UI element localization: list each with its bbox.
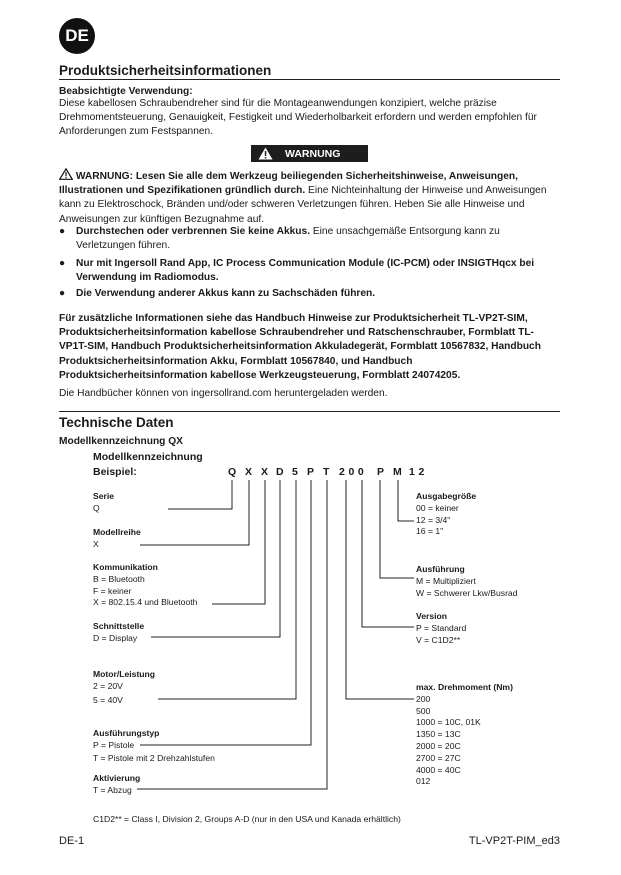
code-char: Q <box>228 466 237 478</box>
document-id: TL-VP2T-PIM_ed3 <box>468 835 560 847</box>
code-char: X <box>261 466 269 478</box>
spec-group <box>93 621 144 645</box>
spec-line: 2700 = 27C <box>416 752 461 763</box>
spec-line: V = C1D2** <box>416 634 461 645</box>
spec-group-title: Aktivierung <box>93 773 141 783</box>
code-char: 5 <box>292 466 298 478</box>
warning-label: WARNUNG <box>285 147 341 160</box>
code-char: P <box>377 466 385 478</box>
spec-group <box>416 611 466 646</box>
example-label: Beispiel: <box>93 466 137 478</box>
code-char: 12 <box>409 466 428 478</box>
spec-group-title: Schnittstelle <box>93 621 145 631</box>
spec-line: 12 = 3/4" <box>416 514 451 525</box>
spec-group <box>93 491 114 515</box>
footnote: C1D2** = Class I, Division 2, Groups A-D (nur in den USA und Kanada erhältlich) <box>93 814 401 824</box>
code-char: M <box>393 466 402 478</box>
spec-line: X <box>93 538 99 549</box>
spec-line: 16 = 1" <box>416 526 444 537</box>
section-title-tech: Technische Daten <box>59 415 174 430</box>
code-char: X <box>245 466 253 478</box>
intended-use-text: Diese kabellosen Schraubendreher sind für die Montageanwendungen konzipiert, welche präzise Drehmomentsteuerung, Genauigkeit, Festigkeit und Wiederholbarkeit erfordern und werden empfohlen für Anforderungen zum Festspannen. <box>59 98 537 138</box>
spec-line: Q <box>93 502 100 513</box>
bullet-dot-icon: ● <box>59 258 66 269</box>
spec-line: B = Bluetooth <box>93 573 145 584</box>
intended-use-title: Beabsichtigte Verwendung: <box>59 86 193 97</box>
bullet-bold: Nur mit Ingersoll Rand App, IC Process Communication Module (IC-PCM) oder INSIGTHqcx bei Verwendung im Radiomodus. <box>76 258 535 284</box>
spec-line: P = Pistole <box>93 739 135 750</box>
spec-line: W = Schwerer Lkw/Busrad <box>416 587 518 598</box>
spec-group <box>416 564 518 599</box>
spec-line: 5 = 40V <box>93 694 123 705</box>
warning-bold-text: WARNUNG: Lesen Sie alle dem Werkzeug beiliegenden Sicherheitshinweise, Anweisungen, Illustrationen und Spezifikationen gründlich durch. <box>59 171 518 197</box>
section-title-safety: Produktsicherheitsinformationen <box>59 63 272 78</box>
bullet-bold: Die Verwendung anderer Akkus kann zu Sachschäden führen. <box>76 288 376 299</box>
page-number: DE-1 <box>59 835 85 847</box>
spec-group-title: Ausführungstyp <box>93 728 160 738</box>
spec-line: M = Multipliziert <box>416 575 476 586</box>
spec-line: P = Standard <box>416 622 467 633</box>
spec-group-title: Motor/Leistung <box>93 669 156 679</box>
spec-group-title: Kommunikation <box>93 562 158 572</box>
spec-group <box>93 562 197 609</box>
code-char: T <box>323 466 330 478</box>
code-char: P <box>307 466 315 478</box>
spec-line: 1000 = 10C, 01K <box>416 717 481 728</box>
download-text: Die Handbücher können von ingersollrand.com heruntergeladen werden. <box>59 388 388 399</box>
spec-group <box>93 773 140 797</box>
bullet-dot-icon: ● <box>59 288 66 299</box>
spec-group <box>93 527 141 551</box>
bullet-text: Eine unsachgemäße Entsorgung kann zu Verletzungen führen. <box>76 226 500 252</box>
warning-text: Eine Nichteinhaltung der Hinweise und Anweisungen kann zu Elektroschock, Bränden und/oder schweren Verletzungen führen. Heben Sie alle Hinweise und Anweisungen zur künftigen Bezugnahme auf. <box>59 185 547 225</box>
spec-line: 200 <box>416 693 431 704</box>
bullet-dot-icon: ● <box>59 226 66 237</box>
spec-group-title: max. Drehmoment (Nm) <box>416 682 513 692</box>
spec-group-title: Ausführung <box>416 564 465 574</box>
spec-line: 012 <box>416 776 431 787</box>
spec-group-title: Version <box>416 611 448 621</box>
spec-group <box>416 491 476 538</box>
code-char: D <box>276 466 284 478</box>
spec-group <box>93 728 215 764</box>
spec-group-title: Modellreihe <box>93 527 141 537</box>
spec-group <box>416 682 513 788</box>
model-id-subtitle: Modellkennzeichnung QX <box>59 436 183 447</box>
spec-line: 500 <box>416 705 431 716</box>
language-badge: DE <box>59 18 95 54</box>
spec-line: 2 = 20V <box>93 680 123 691</box>
spec-line: 1350 = 13C <box>416 729 461 740</box>
spec-line: F = keiner <box>93 585 132 596</box>
spec-line: T = Abzug <box>93 784 132 795</box>
spec-group-title: Serie <box>93 491 115 501</box>
diagram-title: Modellkennzeichnung <box>93 451 203 463</box>
bullet-bold: Durchstechen oder verbrennen Sie keine Akkus. <box>76 226 311 237</box>
spec-line: D = Display <box>93 632 138 643</box>
spec-line: 00 = keiner <box>416 502 459 513</box>
spec-line: 2000 = 20C <box>416 740 461 751</box>
spec-line: X = 802.15.4 und Bluetooth <box>93 597 198 608</box>
spec-line: T = Pistole mit 2 Drehzahlstufen <box>93 752 215 763</box>
code-char: 200 <box>339 466 368 478</box>
spec-group <box>93 669 155 706</box>
spec-group-title: Ausgabegröße <box>416 491 477 501</box>
spec-line: 4000 = 40C <box>416 764 461 775</box>
additional-info: Für zusätzliche Informationen siehe das Handbuch Hinweise zur Produktsicherheit TL-VP2T-SIM, Produktsicherheitsinformation kabellose Schraubendreher und Ratschenschrauber, Formblatt TL-VP1T-SIM, Handbuch Produktsicherheitsinformation Akkuladegerät, Formblatt 10567832, Handbuch Produktsicherheitsinformation Akku, Formblatt 10567840, und Handbuch Produktsicherheitsinformation kabellose Werkzeugsteuerung, Formblatt 24074205. <box>59 313 541 381</box>
